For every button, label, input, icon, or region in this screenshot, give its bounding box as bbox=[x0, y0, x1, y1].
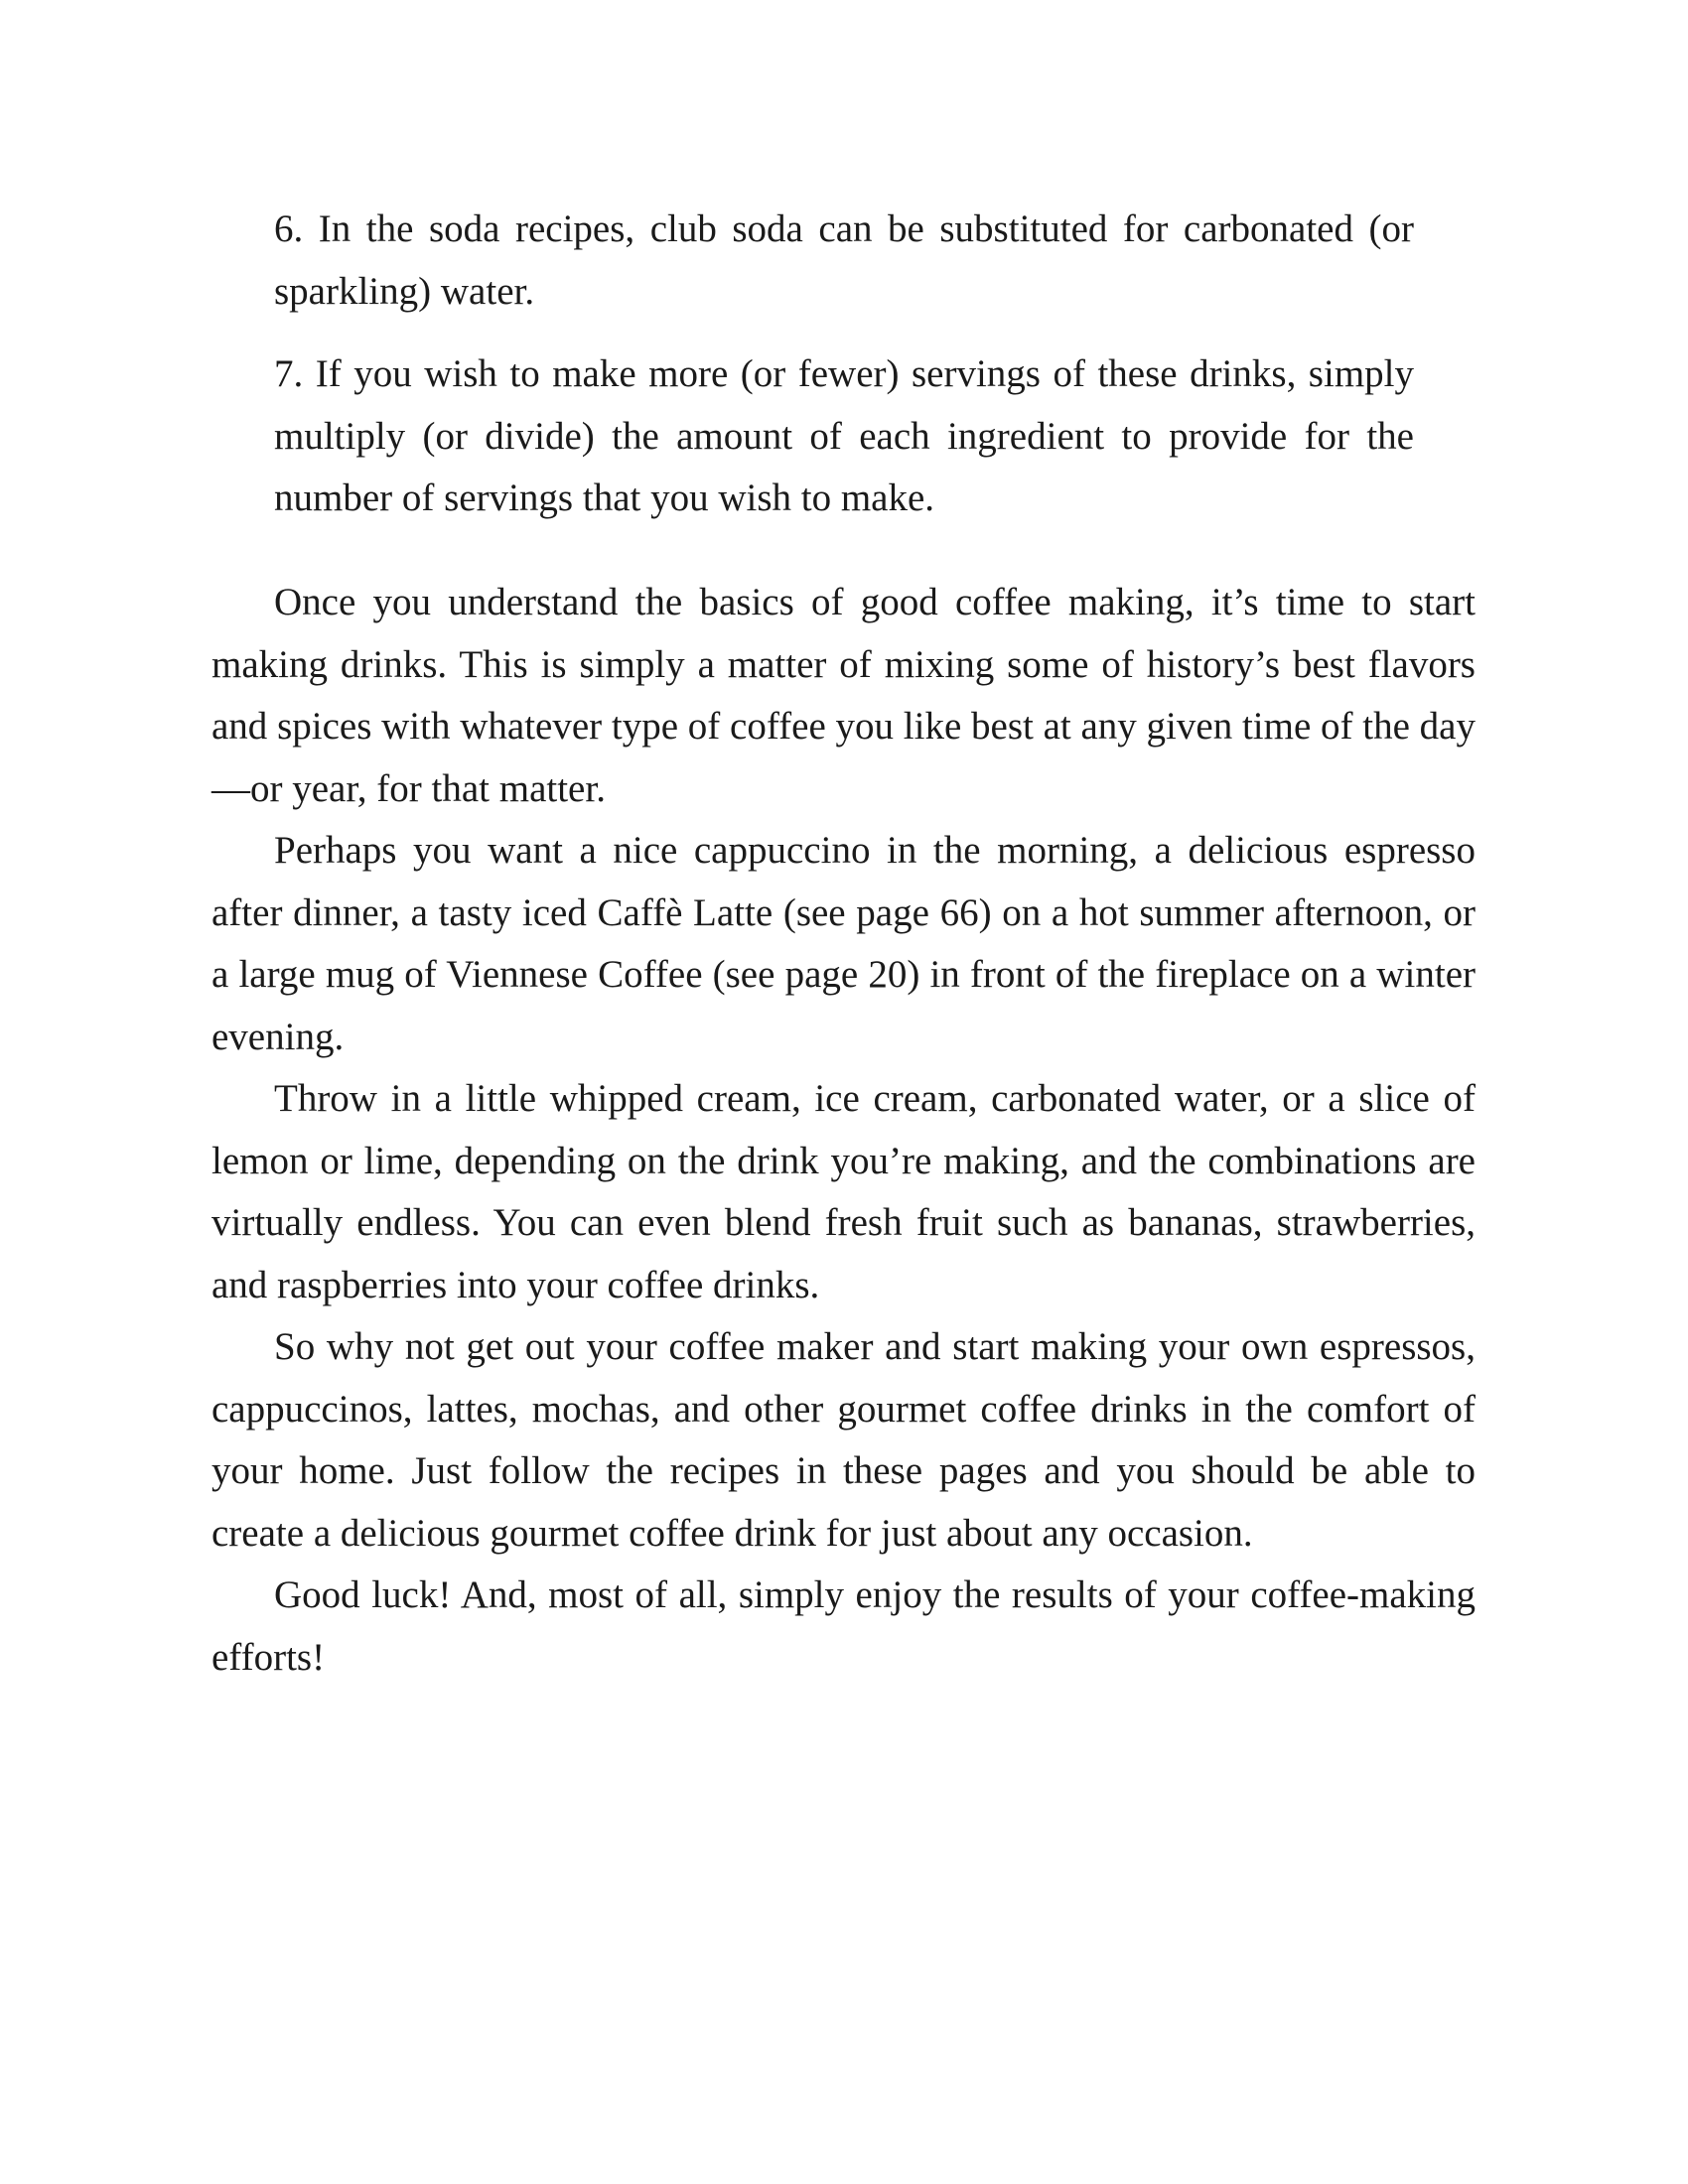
list-item-6: 6. In the soda recipes, club soda can be substituted for carbonated (or sparkling) water. bbox=[274, 207, 1414, 313]
paragraph-start-making: So why not get out your coffee maker and start making your own espressos, cappuccinos, lattes, mochas, and other gourmet coffee drinks in the comfort of your home. Just follow the recipes in these pages and you should be able to create a delicious gourmet coffee drink for just about any occasion. bbox=[211, 1325, 1476, 1555]
paragraph-good-luck: Good luck! And, most of all, simply enjoy the results of your coffee-making efforts! bbox=[211, 1573, 1476, 1679]
paragraph-coffee-basics: Once you understand the basics of good coffee making, it’s time to start making drinks. This is simply a matter of mixing some of history’s best flavors and spices with whatever type of coffee you like best at any given time of the day—or year, for that matter. bbox=[211, 581, 1476, 810]
body-text bbox=[211, 572, 1476, 1689]
paragraph-combinations: Throw in a little whipped cream, ice cream, carbonated water, or a slice of lemon or lime, depending on the drink you’re making, and the combinations are virtually endless. You can even blend fresh fruit such as bananas, strawberries, and raspberries into your coffee drinks. bbox=[211, 1077, 1476, 1306]
paragraph-drink-examples: Perhaps you want a nice cappuccino in the morning, a delicious espresso after dinner, a tasty iced Caffè Latte (see page 66) on a hot summer afternoon, or a large mug of Viennese Coffee (see page 20) in front of the fireplace on a winter evening. bbox=[211, 829, 1476, 1058]
list-item-7: 7. If you wish to make more (or fewer) servings of these drinks, simply multiply (or divide) the amount of each ingredient to provide for the number of servings that you wish to make. bbox=[274, 352, 1414, 519]
numbered-list bbox=[274, 199, 1414, 551]
